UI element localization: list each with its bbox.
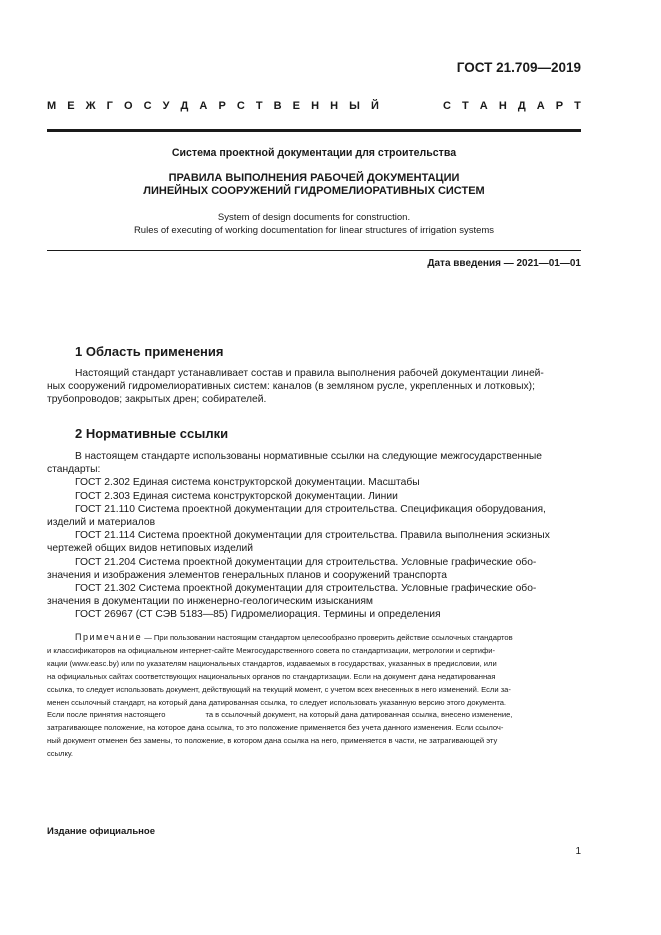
section-2-line: ГОСТ 26967 (СТ СЭВ 5183—85) Гидромелиорация. Термины и определения (75, 609, 441, 621)
section-2-line: значения и изображения элементов генеральных планов и сооружений транспорта (47, 569, 447, 581)
section-2-line: ГОСТ 21.302 Система проектной документации для строительства. Условные графические обо- (75, 583, 537, 595)
note-gap-line (47, 709, 581, 722)
standard-type-letter: Т (255, 100, 263, 112)
standard-type-heading (47, 100, 581, 112)
note-line: кации (www.easc.by) или по указателям национальных стандартов, издаваемых в государствах, указанных в предисловии, или (47, 658, 497, 668)
note-line: и классификаторов на официальном интернет-сайте Межгосударственного совета по стандартизации, метрологии и сертифи- (47, 645, 495, 655)
standard-type-letter: Г (106, 100, 113, 112)
note-label: Примечание (75, 632, 143, 642)
standard-type-letter: Е (292, 100, 301, 112)
standard-type-letter: С (143, 100, 152, 112)
section-2-line: стандарты: (47, 464, 101, 476)
document-title (47, 172, 581, 198)
standard-type-letter: Е (67, 100, 75, 112)
standard-type-letter: А (479, 100, 488, 112)
standard-type-letter: Р (218, 100, 226, 112)
section-1-heading: 1 Область применения (75, 344, 224, 359)
standard-type-letter: В (273, 100, 282, 112)
note-line: менен ссылочный стандарт, на который дана датированная ссылка, то следует использовать указанную версию этого документа. (47, 697, 507, 707)
gost-number: ГОСТ 21.709—2019 (456, 60, 581, 75)
section-1-line: Настоящий стандарт устанавливает состав и правила выполнения рабочей документации линей- (75, 368, 544, 379)
top-rule (47, 129, 581, 132)
section-2-line: значения в документации по инженерно-геологическим изысканиям (47, 596, 373, 608)
note-first-line (47, 631, 581, 645)
standard-type-letter: Н (330, 100, 339, 112)
standard-type-letter: О (123, 100, 133, 112)
note-line: на официальных сайтах соответствующих национальных органов по стандартизации. Если на документ дана недатированная (47, 671, 496, 681)
title-line-1: ПРАВИЛА ВЫПОЛНЕНИЯ РАБОЧЕЙ ДОКУМЕНТАЦИИ (168, 172, 460, 184)
standard-type-letter: А (199, 100, 208, 112)
standard-type-letter: Р (555, 100, 564, 112)
note-gap-before: Если после принятия настоящего (47, 710, 166, 720)
standard-type-letter: С (236, 100, 245, 112)
standard-type-letter: Й (370, 100, 379, 112)
title-rule (47, 250, 581, 251)
note-line: затрагивающее положение, на которое дана ссылка, то это положение применяется без учета данного изменения. Если ссылоч- (47, 723, 504, 733)
section-1-line: ных сооружений гидромелиоративных систем: каналов (в земляном русле, укрепленных и лотковых); (47, 381, 535, 393)
standard-type-letter: Т (574, 100, 581, 112)
note-line: ссылку. (47, 749, 74, 759)
standard-type-letter: А (536, 100, 545, 112)
standard-type-letter: Т (462, 100, 469, 112)
section-2-line: изделий и материалов (47, 517, 156, 529)
standard-type-letter: Д (517, 100, 526, 112)
standard-type-letter: С (442, 100, 451, 112)
edition-label: Издание официальное (47, 826, 155, 837)
section-1-body (47, 367, 581, 407)
section-1-line: трубопроводов; закрытых дрен; собирателей. (47, 394, 267, 406)
note-first-line-rest: — При пользовании настоящим стандартом целесообразно проверить действие ссылочных стандартов (142, 633, 513, 642)
section-2-line: чертежей общих видов нетиповых изделий (47, 543, 254, 555)
note-block (47, 631, 581, 761)
section-2-line: ГОСТ 21.110 Система проектной документации для строительства. Спецификация оборудования, (75, 503, 546, 515)
standard-type-letter: У (162, 100, 170, 112)
note-gap-after: та в ссылочный документ, на который дана датированная ссылка, внесено изменение, (205, 710, 513, 720)
standard-type-letter: Н (311, 100, 320, 112)
section-2-line: ГОСТ 21.204 Система проектной документации для строительства. Условные графические обо- (75, 556, 537, 568)
standard-type-letter: Ы (349, 100, 360, 112)
standard-type-letter: Ж (85, 100, 96, 112)
english-title (47, 212, 581, 237)
section-2-line: ГОСТ 2.303 Единая система конструкторской документации. Линии (75, 490, 398, 502)
section-2-body (47, 450, 581, 622)
standard-type-letter: Н (498, 100, 507, 112)
standard-type-letter: Д (180, 100, 189, 112)
title-line-2: ЛИНЕЙНЫХ СООРУЖЕНИЙ ГИДРОМЕЛИОРАТИВНЫХ СИСТЕМ (143, 185, 485, 197)
section-2-line: ГОСТ 2.302 Единая система конструкторской документации. Масштабы (75, 477, 420, 489)
system-title: Система проектной документации для строительства (171, 147, 457, 159)
intro-date: Дата введения — 2021—01—01 (427, 258, 581, 269)
word-gap (390, 100, 432, 112)
page-number: 1 (575, 846, 581, 857)
standard-type-letter: М (47, 100, 57, 112)
note-line: ный документ отменен без замены, то положение, в котором дана ссылка на него, применяется в части, не затрагивающей эту (47, 736, 498, 746)
section-2-heading: 2 Нормативные ссылки (75, 426, 229, 441)
english-title-line-2: Rules of executing of working documentation for linear structures of irrigation systems (133, 224, 495, 236)
note-line: ссылка, то следует использовать документ, действующий на текущий момент, с учетом всех внесенных в него изменений. Если за- (47, 684, 511, 694)
english-title-line-1: System of design documents for construction. (217, 212, 411, 223)
section-2-line: В настоящем стандарте использованы нормативные ссылки на следующие межгосударственные (75, 451, 542, 462)
section-2-line: ГОСТ 21.114 Система проектной документации для строительства. Правила выполнения эскизных (75, 530, 550, 542)
